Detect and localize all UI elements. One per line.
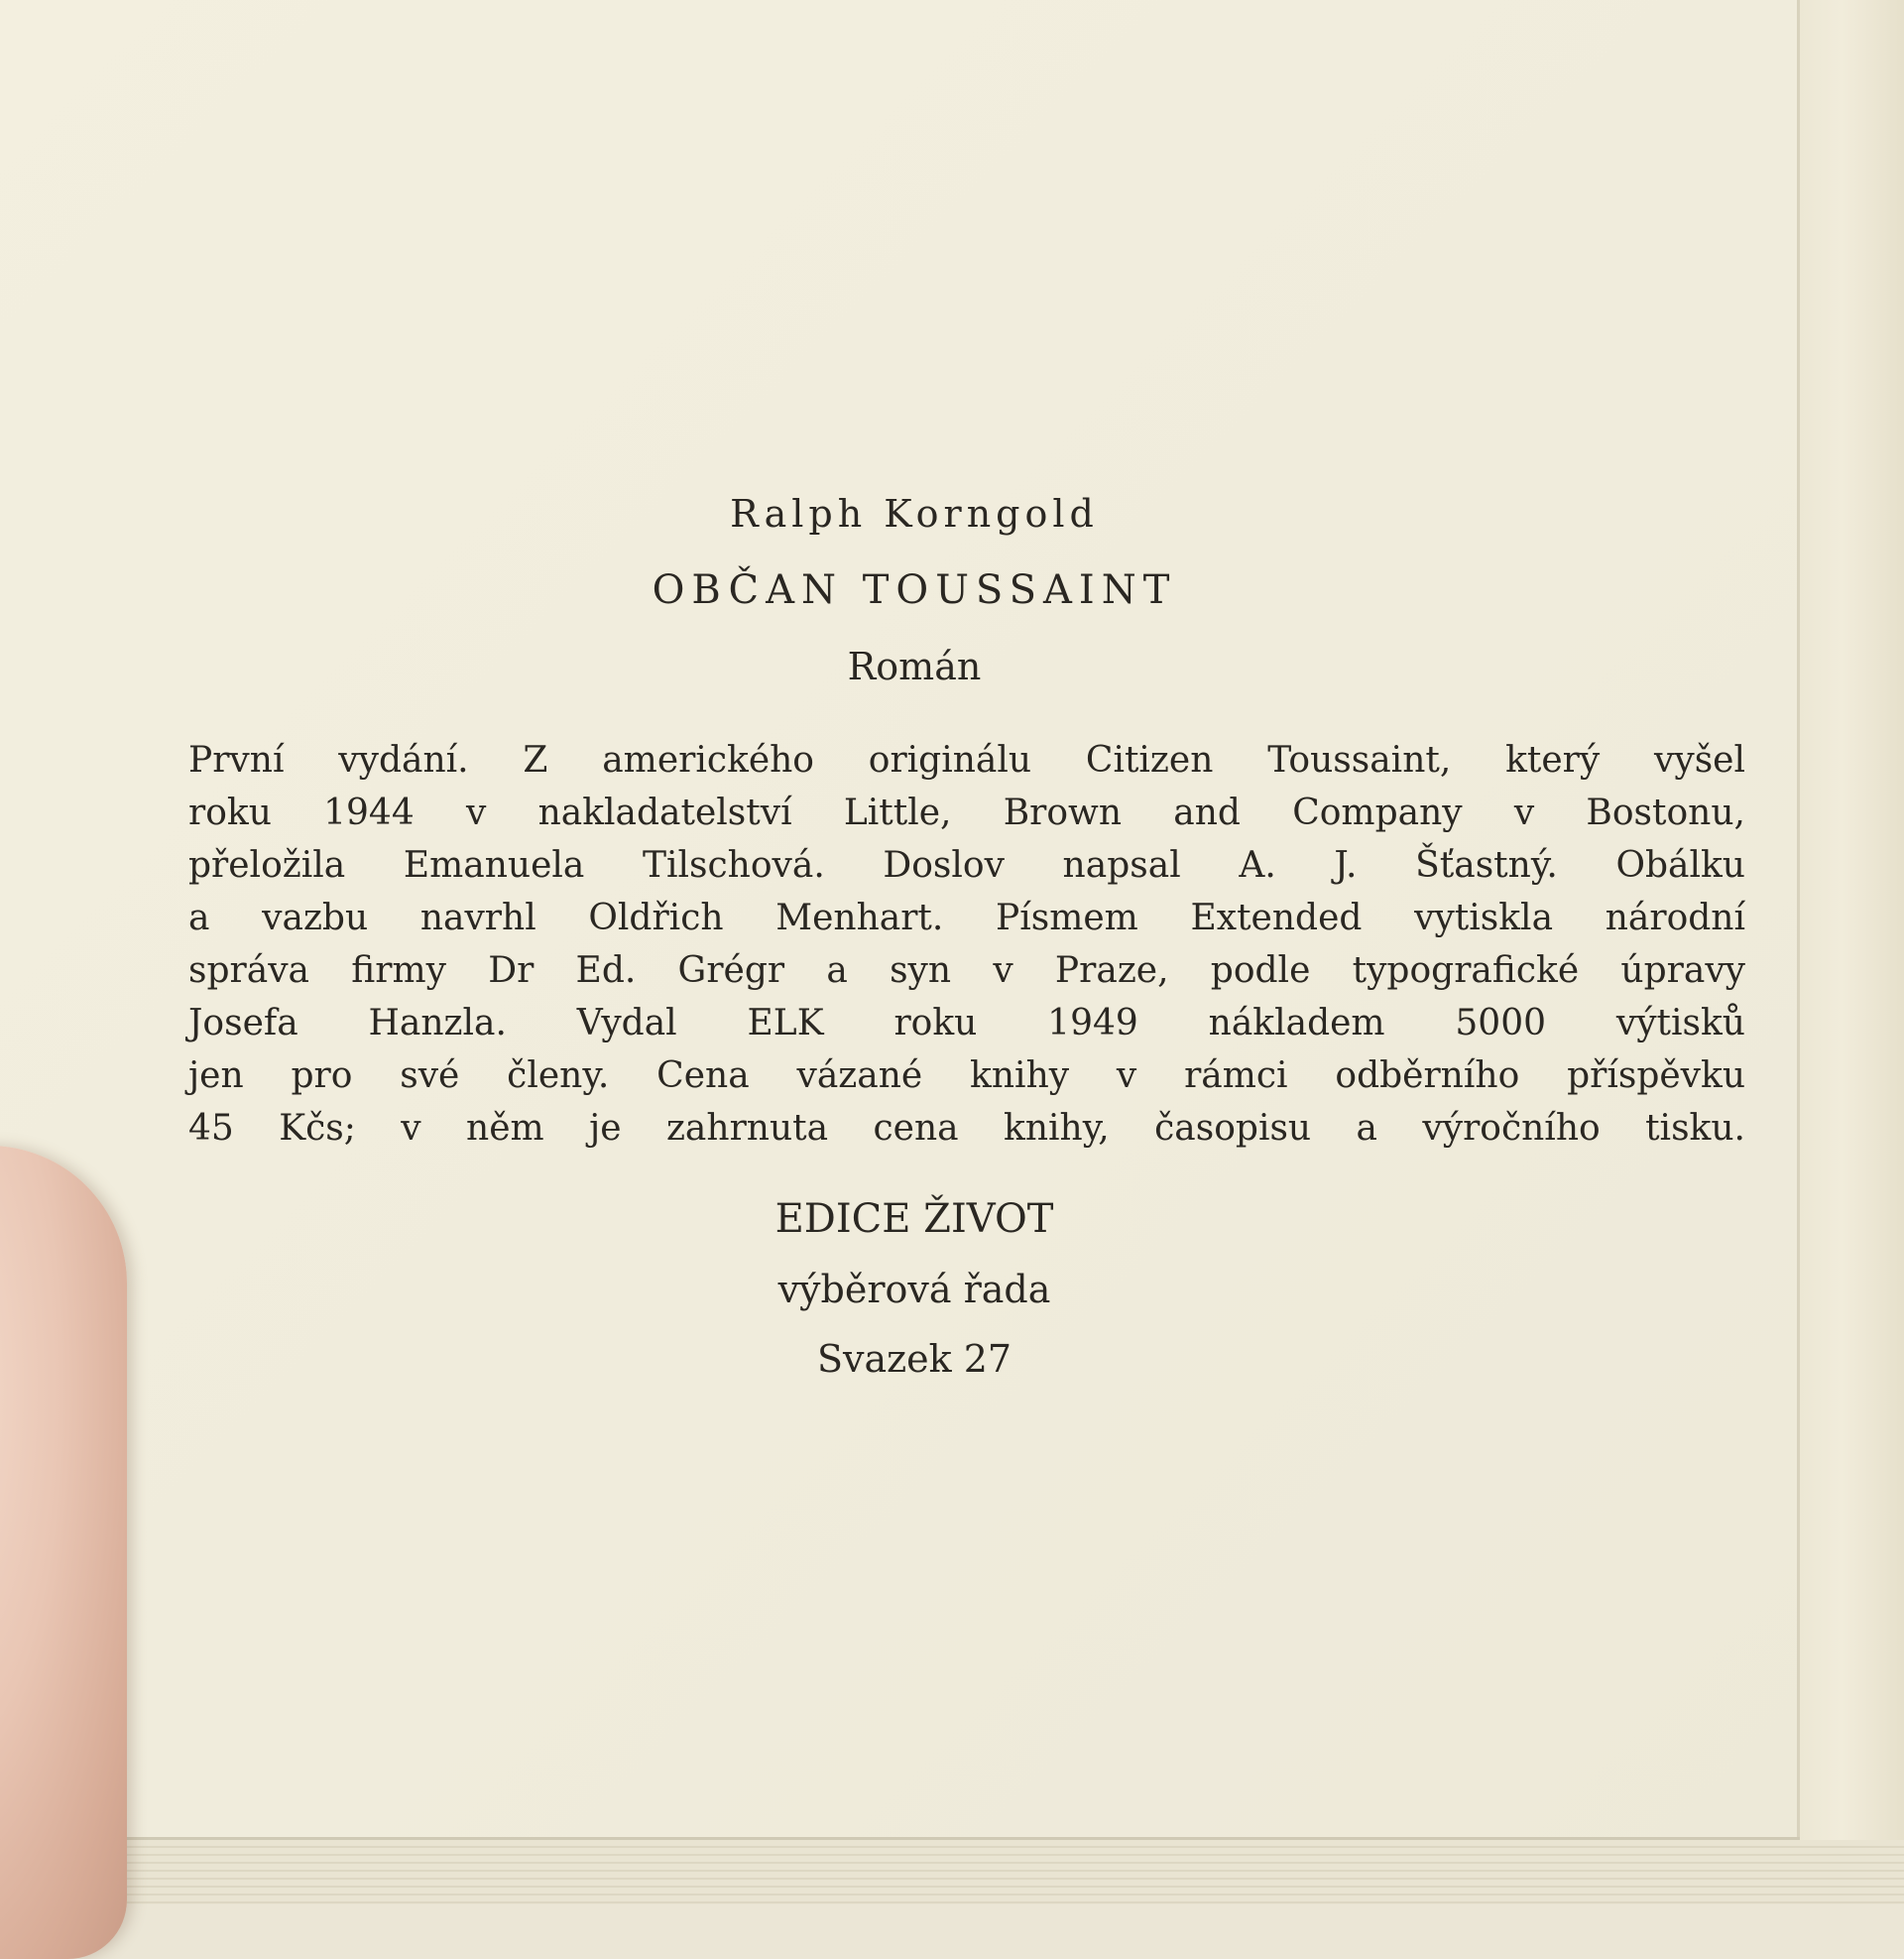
page-edge [1797, 0, 1800, 1840]
author-name: Ralph Korngold [730, 492, 1099, 536]
colophon-line: jen pro své členy. Cena vázané knihy v rámci odběrního příspěvku [188, 1055, 1745, 1096]
colophon-line: První vydání. Z amerického originálu Citizen Toussaint, který vyšel [188, 740, 1745, 781]
book-title: OBČAN TOUSSAINT [652, 567, 1177, 613]
page-stack [0, 1840, 1904, 1904]
series-name: EDICE ŽIVOT [774, 1196, 1054, 1242]
colophon-line: a vazbu navrhl Oldřich Menhart. Písmem Extended vytiskla národní [188, 898, 1745, 938]
colophon-paragraph [188, 734, 1745, 1155]
book-genre: Román [847, 645, 982, 688]
subseries-name: výběrová řada [777, 1268, 1051, 1311]
colophon-line: přeložila Emanuela Tilschová. Doslov napsal A. J. Šťastný. Obálku [188, 845, 1745, 886]
volume-number: Svazek 27 [816, 1337, 1012, 1381]
colophon-line: Josefa Hanzla. Vydal ELK roku 1949 nákladem 5000 výtisků [188, 1003, 1745, 1043]
colophon-line: roku 1944 v nakladatelství Little, Brown and Company v Bostonu, [188, 793, 1745, 833]
colophon-line: 45 Kčs; v něm je zahrnuta cena knihy, časopisu a výročního tisku. [188, 1108, 1745, 1149]
holding-finger [0, 1146, 127, 1959]
colophon-line: správa firmy Dr Ed. Grégr a syn v Praze, podle typografické úpravy [188, 950, 1745, 991]
next-page-edge [1800, 0, 1904, 1904]
